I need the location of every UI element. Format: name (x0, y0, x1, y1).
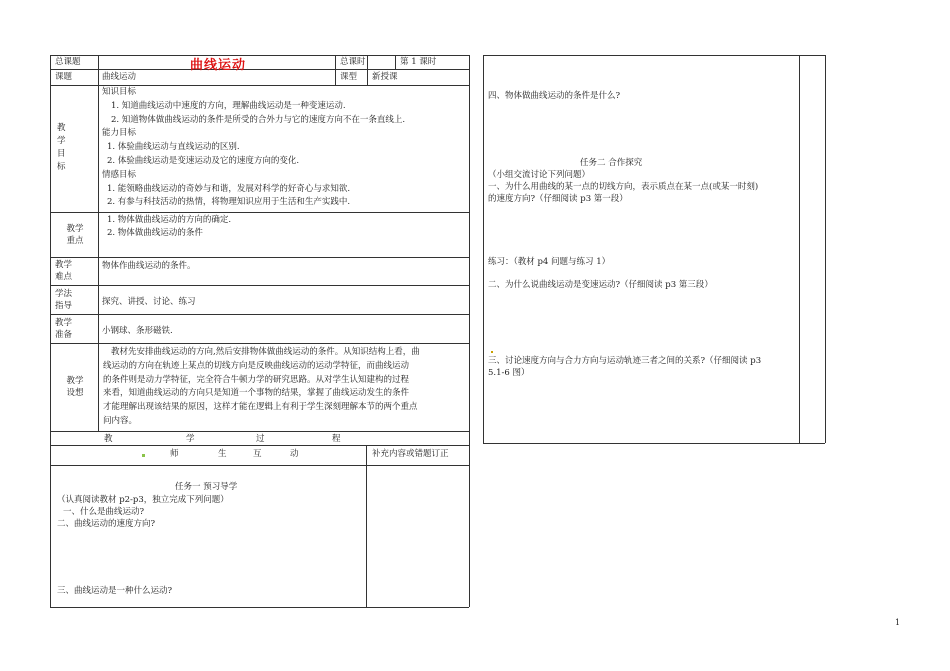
topic-label: 课题 (55, 72, 73, 82)
key-points-label: 教学 重点 (66, 224, 84, 246)
objective-line: 知识目标 (102, 87, 137, 97)
total-topic-label: 总课题 (55, 57, 81, 67)
interaction-char: 互 (253, 449, 262, 459)
interaction-char: 师 (170, 449, 179, 459)
process-char: 教 (104, 434, 113, 444)
task2-question: 二、为什么说曲线运动是变速运动?（仔细阅读 p3 第三段） (488, 280, 713, 290)
objective-line: 1. 能领略曲线运动的奇妙与和谐，发展对科学的好奇心与求知欲. (107, 183, 351, 194)
key-points-list (107, 214, 231, 240)
exercise-text: 练习：（教材 p4 问题与练习 1） (488, 257, 611, 267)
total-hours-label: 总课时 (340, 57, 366, 67)
prep-text: 小钢球、条形磁铁. (102, 326, 173, 336)
process-char: 过 (256, 434, 265, 444)
page-number: 1 (895, 618, 901, 627)
task2-title: 任务二 合作探究 (580, 158, 643, 168)
objectives-list (102, 86, 405, 210)
task1-title: 任务一 预习导学 (175, 482, 238, 492)
prep-label: 教学 准备 (55, 318, 73, 340)
task2-question: 一、为什么用曲线的某一点的切线方向，表示质点在某一点(或某一时刻) (488, 182, 759, 192)
task1-instruction: （认真阅读教材 p2-p3，独立完成下列问题） (57, 495, 229, 505)
task1-question: 三、曲线运动是一种什么运动? (57, 586, 173, 596)
hour-label: 第 1 课时 (400, 57, 437, 67)
task2-instruction: （小组交流讨论下列问题） (488, 170, 591, 180)
task1-question: 一、什么是曲线运动? (63, 507, 145, 517)
interaction-char: 动 (290, 449, 299, 459)
marker-dot (142, 454, 145, 457)
topic-value: 曲线运动 (102, 72, 137, 82)
method-text: 探究、讲授、讨论、练习 (102, 297, 196, 307)
method-label: 学法 指导 (55, 289, 73, 311)
process-char: 程 (332, 434, 341, 444)
marker-dot (491, 351, 493, 353)
key-point-line: 2. 物体做曲线运动的条件 (107, 228, 203, 238)
objective-line: 1. 知道曲线运动中速度的方向，理解曲线运动是一种变速运动. (111, 100, 346, 111)
task2-question-cont: 的速度方向?（仔细阅读 p3 第一段） (488, 194, 628, 204)
type-label: 课型 (340, 72, 358, 82)
task-question: 四、物体做曲线运动的条件是什么? (488, 91, 621, 101)
task1-question: 二、曲线运动的速度方向? (57, 519, 156, 529)
design-label: 教学 设想 (66, 376, 84, 398)
objective-line: 2. 有参与科技活动的热情，将物理知识应用于生活和生产实践中. (107, 197, 351, 208)
key-point-line: 1. 物体做曲线运动的方向的确定. (107, 215, 232, 225)
difficulty-label: 教学 难点 (55, 260, 73, 282)
objective-line: 1. 体验曲线运动与直线运动的区别. (107, 142, 240, 153)
objective-line: 情感目标 (102, 169, 137, 180)
design-text: 教材先安排曲线运动的方向,然后安排物体做曲线运动的条件。从知识结构上看，曲 线运动的方向在轨迹上某点的切线方向是反映曲线运动的运动学特征，而曲线运动 的条件则是动力学特征，完全符合牛顿力学的研究思路。从对学生认知建构的过程 来看，知道曲线运动的方向只是知道一个事物的结果，掌握了曲线运动发生的条件 才能理解出现该结果的原因，这样才能在逻辑上有利于学生深刻理解本节的两个重点 问内容。 (103, 347, 420, 426)
task2-question: 三、讨论速度方向与合力方向与运动轨迹三者之间的关系?（仔细阅读 p3 (488, 356, 762, 366)
objective-line: 2. 知道物体做曲线运动的条件是所受的合外力与它的速度方向不在一条直线上. (111, 114, 406, 125)
type-value: 新授课 (372, 72, 398, 82)
task2-question-cont: 5.1-6 图） (488, 368, 530, 378)
objectives-label: 教 学 目 标 (57, 123, 66, 172)
objective-line: 2. 体验曲线运动是变速运动及它的速度方向的变化. (107, 155, 300, 166)
total-topic-title: 曲线运动 (190, 58, 247, 73)
objective-line: 能力目标 (102, 128, 137, 139)
process-char: 学 (186, 434, 195, 444)
interaction-char: 生 (218, 449, 227, 459)
supplement-header: 补充内容或错题订正 (372, 449, 449, 459)
difficulty-text: 物体作曲线运动的条件。 (102, 261, 196, 271)
